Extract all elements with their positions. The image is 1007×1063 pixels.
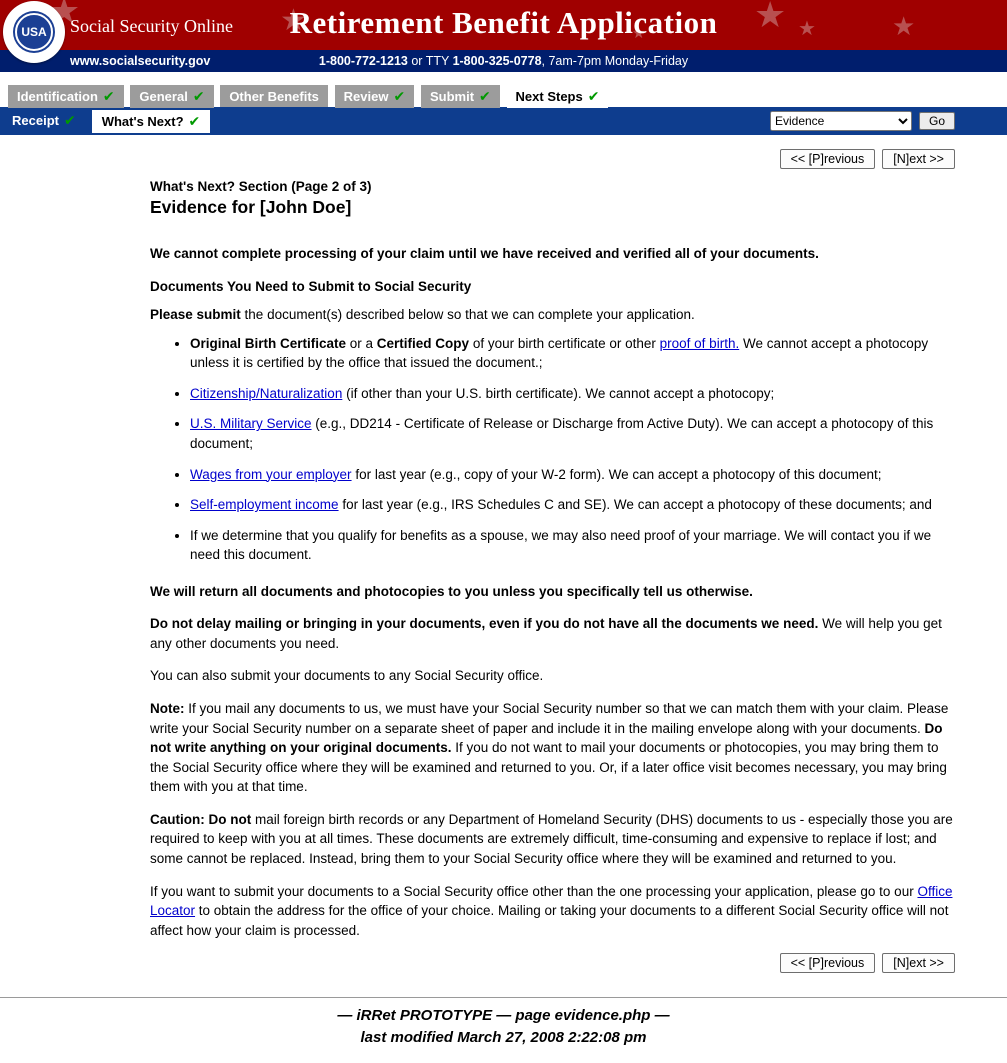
text-run: or a: [346, 335, 377, 351]
text-run: We will return all documents and photocopies to you unless you specifically tell us otherwise.: [150, 583, 753, 599]
main-tabs: [0, 72, 1007, 107]
subnav: [0, 107, 1007, 135]
page-title: Evidence for [John Doe]: [150, 197, 352, 217]
list-item-birth-certificate: [190, 334, 955, 373]
office-locator-link[interactable]: Office Locator: [150, 883, 953, 919]
tab-next-steps[interactable]: [507, 85, 609, 108]
check-icon: [189, 114, 201, 130]
text-run: 1-800-772-1213: [318, 54, 408, 68]
text-run: If you want to submit your documents to a Social Security office other than the one processing your application, please go to our: [150, 883, 918, 899]
tab-submit[interactable]: [421, 85, 500, 108]
text-run: (e.g., DD214 - Certificate of Release or Discharge from Active Duty). We can accept a photocopy of this document;: [190, 416, 934, 451]
subnav-label: Receipt: [12, 113, 59, 128]
check-icon: [588, 89, 600, 105]
footer-modified-line: last modified March 27, 2008 2:22:08 pm: [360, 1029, 647, 1047]
subnav-item-receipt[interactable]: [12, 113, 76, 129]
footer-prototype-line: — iRRet PROTOTYPE — page evidence.php —: [337, 1007, 670, 1025]
list-item-citizenship: [190, 384, 955, 404]
paragraph-office-locator: [150, 882, 955, 941]
text-run: to obtain the address for the office of your choice. Mailing or taking your documents to a different Social Security office will not affect how your claim is processed.: [150, 903, 949, 938]
text-run: mail foreign birth records or any Department of Homeland Security (DHS) documents to us - especially those you are required to keep with you at all times. These documents are extremely difficult, time-consuming and expensive to replace if lost; and some cannot be replaced. Instead, bring them to your Social Security office where they will be examined and returned to you.: [150, 811, 953, 866]
us-military-service-link[interactable]: U.S. Military Service: [190, 416, 312, 432]
next-button[interactable]: [N]ext >>: [882, 149, 955, 169]
wages-from-employer-link[interactable]: Wages from your employer: [190, 466, 352, 482]
paragraph-documents-heading: [150, 277, 955, 297]
main-content: [0, 135, 1007, 973]
check-icon: [103, 89, 115, 105]
text-run: , 7am-7pm Monday-Friday: [541, 54, 689, 68]
text-run: We will help you get any other documents you need.: [150, 616, 942, 651]
paragraph-return-documents: [150, 582, 955, 602]
text-run: Do not write anything on your original documents.: [150, 720, 943, 756]
text-run: We cannot complete processing of your claim until we have received and verified all of your documents.: [150, 246, 819, 261]
text-run: Original Birth Certificate: [190, 335, 347, 351]
text-run: Do not delay mailing or bringing in your documents, even if you do not have all the documents we need.: [150, 616, 819, 632]
subnav-jump-area: [770, 111, 955, 131]
text-run: Documents You Need to Submit to Social Security: [150, 278, 472, 294]
paragraph-caution: [150, 810, 955, 869]
go-button[interactable]: Go: [919, 112, 955, 130]
tab-identification[interactable]: [8, 85, 124, 108]
text-run: Caution: Do not: [150, 811, 252, 827]
ssa-seal-logo[interactable]: [3, 1, 65, 63]
paragraph-please-submit: [150, 305, 955, 325]
next-button[interactable]: [N]ext >>: [882, 953, 955, 973]
check-icon: [64, 113, 76, 129]
paragraph-any-office: [150, 666, 955, 686]
pagination-top: [150, 149, 955, 169]
paragraph-do-not-delay: [150, 614, 955, 653]
subnav-item-whats-next[interactable]: [92, 110, 211, 133]
site-url: www.socialsecurity.gov: [70, 54, 211, 68]
list-item-military-service: [190, 414, 955, 453]
section-title: What's Next? Section (Page 2 of 3): [150, 179, 372, 194]
tab-label: Submit: [429, 89, 475, 104]
list-item-spouse-proof: [190, 526, 955, 565]
phone-line: [0, 54, 1007, 68]
citizenship-naturalization-link[interactable]: Citizenship/Naturalization: [190, 385, 343, 401]
ssa-seal-icon: USA: [15, 13, 53, 51]
self-employment-income-link[interactable]: Self-employment income: [190, 497, 339, 513]
tab-other-benefits[interactable]: [220, 85, 328, 107]
text-run: the document(s) described below so that we can complete your application.: [240, 307, 695, 323]
tab-review[interactable]: [335, 85, 415, 108]
text-run: If we determine that you qualify for benefits as a spouse, we may also need proof of your marriage. We will contact you if we need this document.: [190, 527, 932, 563]
app-title: Retirement Benefit Application: [289, 5, 718, 40]
page-footer: [0, 997, 1007, 1063]
previous-button[interactable]: << [P]revious: [780, 953, 876, 973]
text-run: Certified Copy: [376, 335, 470, 351]
text-run: If you mail any documents to us, we must have your Social Security number so that we can match them with your claim. Please write your Social Security number on a separate sheet of paper and include it in the mailing envelope along with your documents.: [150, 701, 949, 736]
tab-label: Other Benefits: [229, 89, 319, 104]
check-icon: [393, 89, 405, 105]
masthead-blue-strip: [0, 50, 1007, 72]
jump-to-select[interactable]: [770, 111, 912, 131]
text-run: We cannot accept a photocopy unless it is certified by the office that issued the document.;: [190, 335, 929, 371]
paragraph-note: [150, 699, 955, 797]
check-icon: [193, 89, 205, 105]
text-run: or TTY: [407, 54, 453, 68]
check-icon: [479, 89, 491, 105]
text-run: You can also submit your documents to any Social Security office.: [150, 668, 544, 684]
proof-of-birth-link[interactable]: proof of birth.: [659, 335, 740, 351]
text-run: for last year (e.g., copy of your W-2 form). We can accept a photocopy of this document;: [351, 466, 882, 482]
text-run: for last year (e.g., IRS Schedules C and SE). We can accept a photocopy of these documents; and: [338, 497, 932, 513]
text-run: If you do not want to mail your documents or photocopies, you may bring them to the Social Security office where they will be examined and returned to you. Or, if a later office visit becomes necessary, you may bring them with you at that time.: [150, 740, 947, 795]
previous-button[interactable]: << [P]revious: [780, 149, 876, 169]
masthead: [0, 0, 1007, 72]
paragraph-cannot-complete: [150, 244, 955, 264]
text-run: (if other than your U.S. birth certificate). We cannot accept a photocopy;: [342, 385, 775, 401]
site-name: Social Security Online: [70, 16, 233, 36]
tab-general[interactable]: [130, 85, 213, 108]
text-run: Please submit: [150, 307, 241, 323]
masthead-red-band: [0, 0, 1007, 50]
tab-label: Review: [343, 89, 389, 104]
pagination-bottom: [150, 953, 955, 973]
list-item-self-employment: [190, 495, 955, 515]
text-run: Note:: [150, 701, 185, 716]
text-run: 1-800-325-0778: [452, 54, 542, 68]
list-item-wages: [190, 465, 955, 485]
text-run: of your birth certificate or other: [469, 335, 660, 351]
tab-label: Next Steps: [515, 89, 583, 104]
tab-label: Identification: [17, 89, 98, 104]
document-list: [150, 334, 955, 565]
subnav-label: What's Next?: [101, 113, 184, 129]
tab-label: General: [139, 89, 188, 104]
